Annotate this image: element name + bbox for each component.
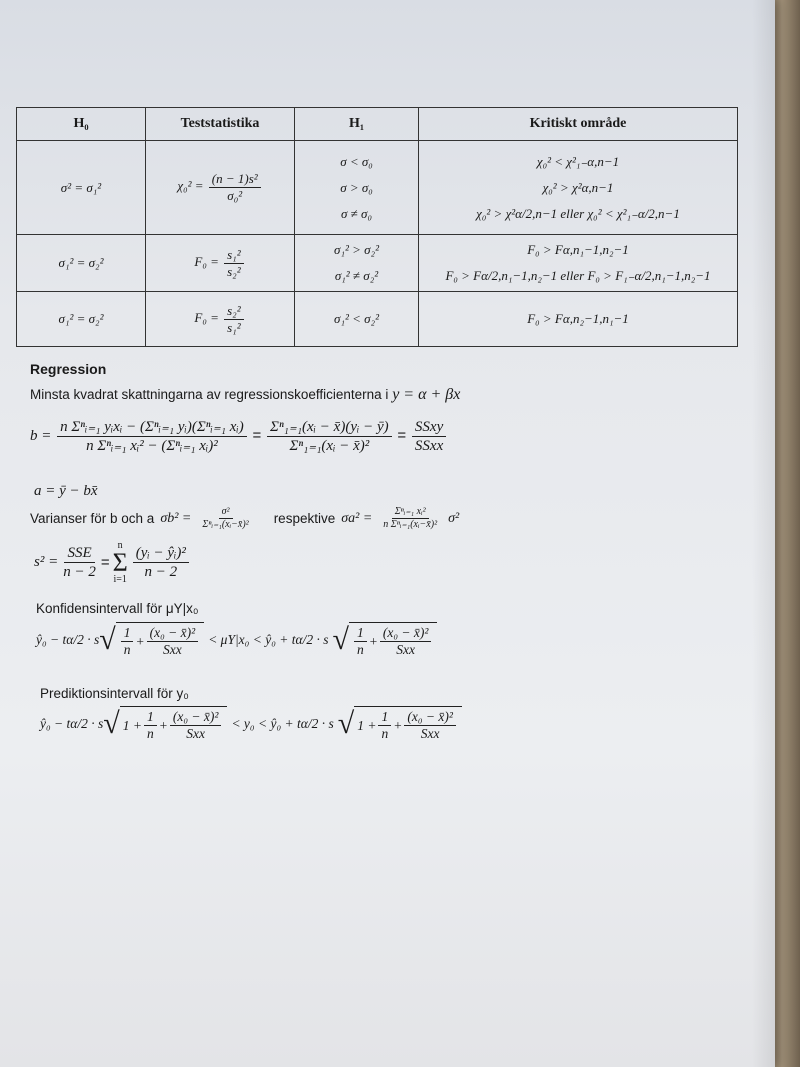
plus-sign: + <box>158 717 168 733</box>
b-numerator-1: n Σⁿᵢ₌₁ yᵢxᵢ − (Σⁿᵢ₌₁ yᵢ)(Σⁿᵢ₌₁ xᵢ) <box>57 418 247 437</box>
equals-sign: = <box>397 426 407 444</box>
var-a-numerator: Σⁿᵢ₌₁ xᵢ² <box>392 506 429 519</box>
hypothesis-table <box>16 107 738 347</box>
var-b-denominator: Σⁿᵢ₌₁(xᵢ−x̄)² <box>202 519 249 530</box>
stat-lhs: F₀ = <box>194 309 219 325</box>
fraction <box>354 625 367 658</box>
variance-label: Varianser för b och a <box>30 511 155 526</box>
critical-region-cell <box>419 141 738 235</box>
one-plus: 1 + <box>357 717 377 733</box>
stat-numerator: s₁² <box>224 247 243 264</box>
h1-value: σ ≠ σ₀ <box>341 205 372 221</box>
stat-numerator: (n − 1)s² <box>209 171 261 188</box>
sqrt-content <box>354 706 462 742</box>
table-header-row <box>17 108 738 141</box>
b-denominator-1: n Σⁿᵢ₌₁ xᵢ² − (Σⁿᵢ₌₁ xᵢ)² <box>86 438 218 454</box>
stat-fraction <box>224 247 243 279</box>
stat-cell <box>146 141 295 235</box>
h0-cell: σ² = σ₁² <box>17 141 146 235</box>
critical-region-cell <box>419 235 738 292</box>
stat-denominator: s₂² <box>227 263 241 279</box>
critical-region: χ₀² > χ²α/2,n−1 eller χ₀² < χ²₁₋α/2,n−1 <box>476 205 680 221</box>
equals-sign: = <box>100 554 110 572</box>
h1-cell <box>295 292 419 347</box>
b-denominator-2: Σⁿ₁₌₁(xᵢ − x̄)² <box>289 438 370 454</box>
equals-sign: = <box>252 426 262 444</box>
denominator: n <box>356 642 364 658</box>
stat-numerator: s₂² <box>224 303 243 320</box>
plus-sign: + <box>393 717 403 733</box>
prediction-label: Prediktionsintervall för y₀ <box>40 686 189 701</box>
sum-bottom: i=1 <box>113 574 127 586</box>
b-fraction-1 <box>57 418 247 455</box>
var-a-lhs: σa² = <box>341 510 373 526</box>
prediction-formula <box>40 706 462 742</box>
var-a-denominator: n Σⁿᵢ₌₁(xᵢ−x̄)² <box>383 519 438 530</box>
sqrt-content <box>116 622 204 658</box>
stat-cell <box>146 292 295 347</box>
a-formula: a = ȳ − bx̄ <box>34 483 98 499</box>
plus-sign: + <box>368 633 378 649</box>
numerator: 1 <box>144 709 157 726</box>
header-kritiskt-omrade: Kritiskt område <box>419 108 738 141</box>
sqrt-icon: √ <box>332 623 349 657</box>
conf-mid: < μY|x₀ < ŷ₀ + tα/2 · s <box>208 632 329 648</box>
critical-region-cell <box>419 292 738 347</box>
fraction <box>380 625 432 658</box>
numerator: (x₀ − x̄)² <box>380 625 432 642</box>
fraction <box>147 625 199 658</box>
s2-lhs: s² = <box>34 554 59 571</box>
confidence-formula <box>36 622 437 658</box>
var-b-lhs: σb² = <box>160 510 192 526</box>
fraction <box>144 709 157 742</box>
stat-fraction <box>224 303 243 335</box>
one-plus: 1 + <box>122 717 142 733</box>
critical-region: F₀ > Fα,n₂−1,n₁−1 <box>527 311 629 326</box>
stat-denominator: s₁² <box>227 319 241 335</box>
s2-formula <box>34 540 191 585</box>
variance-line <box>30 506 459 531</box>
confidence-label: Konfidensintervall för μY|x₀ <box>36 601 199 616</box>
var-b-numerator: σ² <box>219 506 233 519</box>
numerator: (x₀ − x̄)² <box>404 709 456 726</box>
s2-denominator-2: n − 2 <box>144 564 178 581</box>
critical-region: F₀ > Fα,n₁−1,n₂−1 <box>527 242 629 257</box>
sqrt-content <box>120 706 228 742</box>
h1-value: σ₁² < σ₂² <box>334 311 379 326</box>
b-lhs: b = <box>30 427 52 444</box>
s2-numerator: SSE <box>64 544 94 563</box>
denominator: n <box>123 642 131 658</box>
var-b-fraction <box>199 506 251 531</box>
header-h1: H₁ <box>295 108 419 141</box>
sqrt-expression <box>99 622 204 658</box>
stat-fraction <box>209 171 261 203</box>
table-row <box>17 292 738 347</box>
sum-operator <box>113 540 128 585</box>
denominator: n <box>146 726 154 742</box>
denominator: Sxx <box>396 642 415 658</box>
critical-region: χ₀² < χ²₁₋α,n−1 <box>536 153 620 169</box>
denominator: n <box>381 726 389 742</box>
denominator: Sxx <box>163 642 182 658</box>
respektive-text: respektive <box>273 511 336 526</box>
critical-region: χ₀² > χ²α,n−1 <box>542 179 614 195</box>
paper-shadow <box>752 0 775 1067</box>
fraction <box>404 709 456 742</box>
b-formula <box>30 418 448 455</box>
critical-region: F₀ > Fα/2,n₁−1,n₂−1 eller F₀ > F₁₋α/2,n₁−1,n₂−1 <box>445 268 711 283</box>
sqrt-icon: √ <box>103 707 120 741</box>
b-fraction-2 <box>267 418 392 455</box>
s2-numerator-2: (yᵢ − ŷᵢ)² <box>133 544 189 563</box>
sum-top: n <box>117 540 123 551</box>
table-row <box>17 235 738 292</box>
plus-sign: + <box>135 633 145 649</box>
var-a-fraction <box>380 506 440 531</box>
h1-cell <box>295 141 419 235</box>
sum-symbol: Σ <box>112 548 128 577</box>
denominator: Sxx <box>186 726 206 742</box>
conf-left: ŷ₀ − tα/2 · s <box>36 632 100 648</box>
numerator: 1 <box>121 625 134 642</box>
h1-value: σ₁² ≠ σ₂² <box>334 268 379 283</box>
fraction <box>170 709 222 742</box>
stat-denominator: σ₀² <box>227 188 243 203</box>
b-numerator-2: Σⁿ₁₌₁(xᵢ − x̄)(yᵢ − ȳ) <box>267 418 392 437</box>
h1-cell <box>295 235 419 292</box>
pred-mid: < y₀ < ŷ₀ + tα/2 · s <box>231 716 334 732</box>
h1-value: σ > σ₀ <box>340 179 373 195</box>
h1-value: σ₁² > σ₂² <box>334 242 379 257</box>
sqrt-content <box>349 622 437 658</box>
var-a-tail: σ² <box>448 510 460 526</box>
header-h0: H₀ <box>17 108 146 141</box>
s2-denominator: n − 2 <box>63 564 96 581</box>
intro-text: Minsta kvadrat skattningarna av regressionskoefficienterna i <box>30 387 389 402</box>
fraction <box>378 709 391 742</box>
sqrt-expression <box>338 706 462 742</box>
b-fraction-3 <box>412 418 446 455</box>
table-row <box>17 141 738 235</box>
h0-cell: σ₁² = σ₂² <box>17 292 146 347</box>
sqrt-icon: √ <box>99 623 116 657</box>
regression-intro <box>30 386 460 404</box>
numerator: (x₀ − x̄)² <box>147 625 199 642</box>
numerator: 1 <box>354 625 367 642</box>
sqrt-expression <box>332 622 437 658</box>
b-denominator-3: SSxx <box>414 438 444 454</box>
s2-fraction <box>60 544 99 581</box>
h0-cell: σ₁² = σ₂² <box>17 235 146 292</box>
h1-value: σ < σ₀ <box>340 153 373 169</box>
sqrt-icon: √ <box>337 707 355 741</box>
stat-cell <box>146 235 295 292</box>
numerator: (x₀ − x̄)² <box>170 709 222 726</box>
pred-left: ŷ₀ − tα/2 · s <box>40 716 104 732</box>
header-teststatistika: Teststatistika <box>146 108 295 141</box>
fraction <box>121 625 134 658</box>
regression-heading: Regression <box>30 361 107 377</box>
model-formula: y = α + βx <box>392 386 461 403</box>
numerator: 1 <box>378 709 391 726</box>
sqrt-expression <box>103 706 227 742</box>
s2-fraction-2 <box>133 544 189 581</box>
b-numerator-3: SSxy <box>412 418 446 437</box>
denominator: Sxx <box>420 726 440 742</box>
stat-lhs: χ₀² = <box>177 178 204 194</box>
stat-lhs: F₀ = <box>194 253 219 269</box>
